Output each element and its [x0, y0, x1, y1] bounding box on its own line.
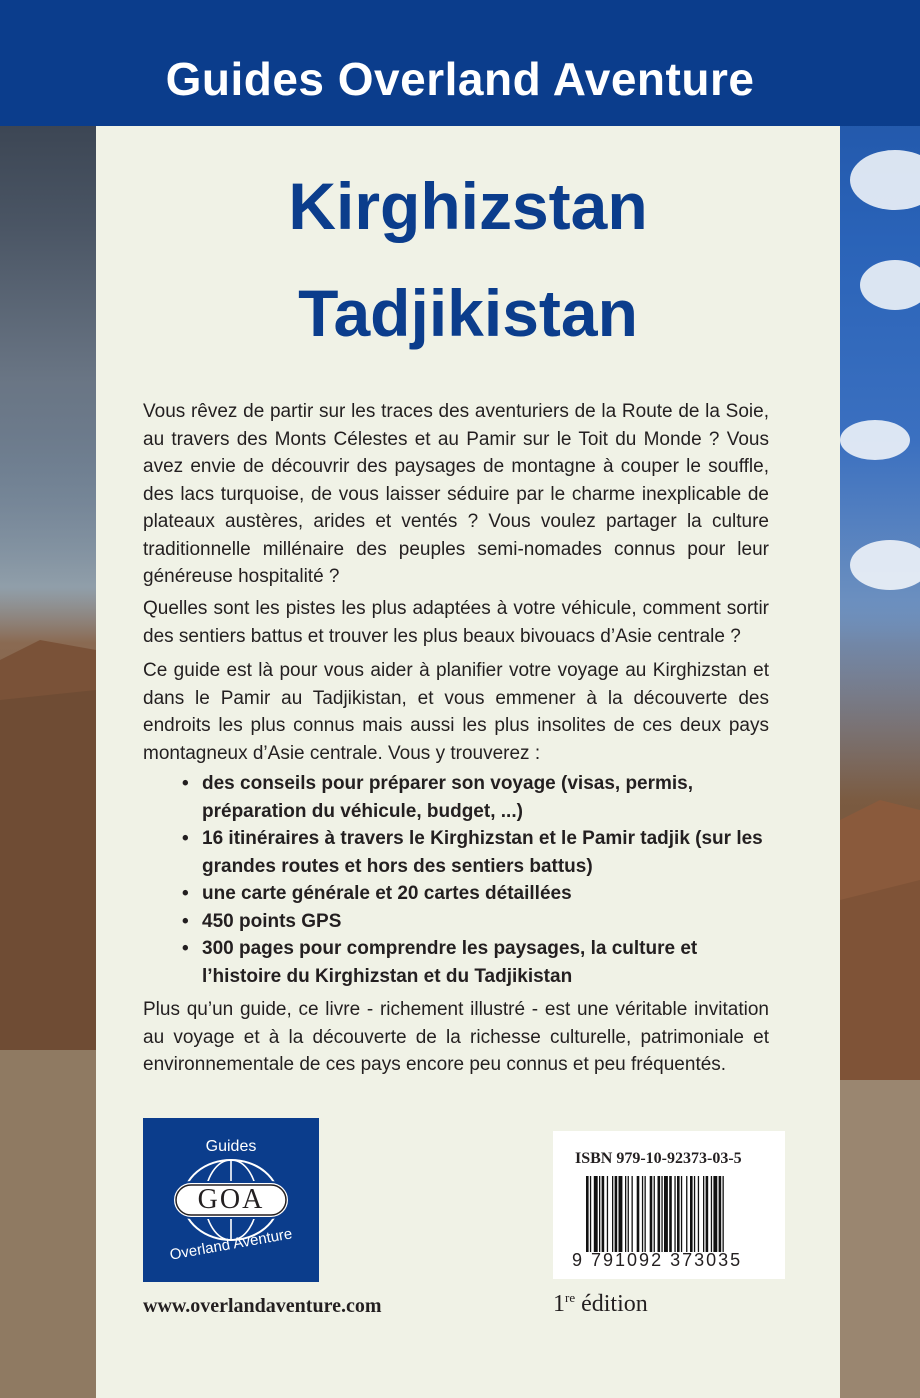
edition-label: 1re édition	[553, 1290, 648, 1317]
barcode-bar	[654, 1176, 655, 1252]
guide-paragraph: Ce guide est là pour vous aider à planifier votre voyage au Kirghizstan et dans le Pamir au Tadjikistan, et vous emmener à la découverte des endroits les plus connus mais aussi les plus insolites de ces deux pays montagneux d’Asie centrale. Vous y trouverez :	[143, 660, 769, 764]
logo-top-text: Guides	[205, 1138, 257, 1155]
series-title: Guides Overland Aventure	[165, 53, 755, 105]
barcode-bar	[711, 1176, 712, 1252]
barcode-bar	[650, 1176, 653, 1252]
barcode-bar	[713, 1176, 717, 1252]
header-band	[0, 0, 920, 126]
book-title-line2: Tadjikistan	[298, 276, 638, 350]
barcode-bar	[607, 1176, 608, 1252]
barcode-bar	[599, 1176, 600, 1252]
list-item: • une carte générale et 20 cartes détaillées	[176, 880, 776, 908]
barcode-bar	[594, 1176, 598, 1252]
barcode-bar	[703, 1176, 704, 1252]
barcode-bar	[681, 1176, 682, 1252]
barcode-bar	[686, 1176, 687, 1252]
question-paragraph: Quelles sont les pistes les plus adaptées à votre véhicule, comment sortir des sentiers battus et trouver les plus beaux bivouacs d’Asie centrale ?	[143, 598, 769, 647]
barcode-bar	[706, 1176, 709, 1252]
goa-logo	[143, 1118, 319, 1282]
logo-bottom-text: Overland Aventure	[168, 1225, 294, 1264]
barcode-bar	[658, 1176, 661, 1252]
list-item: • 16 itinéraires à travers le Kirghizstan et le Pamir tadjik (sur les grandes routes et hors des sentiers battus)	[176, 825, 776, 880]
barcode-bar	[642, 1176, 643, 1252]
website-url: www.overlandaventure.com	[143, 1295, 382, 1317]
barcode-bar	[723, 1176, 724, 1252]
barcode-bar	[602, 1176, 605, 1252]
barcode-bar	[664, 1176, 668, 1252]
barcode-bar	[586, 1176, 589, 1252]
logo-center-text: GOA	[197, 1184, 265, 1215]
barcode-bar	[615, 1176, 618, 1252]
barcode	[586, 1176, 772, 1252]
barcode-bar	[632, 1176, 633, 1252]
barcode-bar	[637, 1176, 640, 1252]
barcode-bar	[674, 1176, 675, 1252]
barcode-bar	[669, 1176, 672, 1252]
bullet-icon: •	[182, 910, 189, 932]
bullet-icon: •	[182, 938, 189, 959]
barcode-bar	[628, 1176, 629, 1252]
bullet-icon: •	[182, 883, 189, 904]
bullet-icon: •	[182, 773, 189, 794]
barcode-bar	[690, 1176, 693, 1252]
features-list	[176, 770, 776, 990]
list-item: • 300 pages pour comprendre les paysages, la culture et l’histoire du Kirghizstan et du Tadjikistan	[176, 935, 776, 990]
list-item: • des conseils pour préparer son voyage (visas, permis, préparation du véhicule, budget, ...)	[176, 770, 776, 825]
barcode-digits: 9 791092 373035	[572, 1250, 743, 1270]
barcode-bar	[694, 1176, 695, 1252]
bullet-icon: •	[182, 828, 189, 849]
barcode-bar	[719, 1176, 722, 1252]
barcode-bar	[619, 1176, 623, 1252]
barcode-bar	[625, 1176, 626, 1252]
barcode-bar	[677, 1176, 680, 1252]
list-item: • 450 points GPS	[176, 908, 776, 936]
barcode-bar	[612, 1176, 613, 1252]
book-title-line1: Kirghizstan	[288, 169, 648, 243]
barcode-bar	[661, 1176, 662, 1252]
closing-paragraph: Plus qu’un guide, ce livre - richement illustré - est une véritable invitation au voyage et à la découverte de la richesse culturelle, patrimoniale et environnementale de ces pays encore peu connus et peu fréquentés.	[143, 999, 769, 1075]
barcode-bar	[645, 1176, 646, 1252]
isbn-label: ISBN 979-10-92373-03-5	[575, 1150, 742, 1167]
barcode-bar	[698, 1176, 699, 1252]
barcode-bar	[590, 1176, 591, 1252]
intro-paragraph: Vous rêvez de partir sur les traces des aventuriers de la Route de la Soie, au travers des Monts Célestes et au Pamir sur le Toit du Monde ? Vous avez envie de découvrir des paysages de montagne à couper le souffle, des lacs turquoise, de vous laisser séduire par le charme inexplicable de plateaux austères, arides et ventés ? Vous voulez partager la culture traditionnelle millénaire des peuples semi-nomades connus pour leur généreuse hospitalité ?	[143, 401, 769, 587]
